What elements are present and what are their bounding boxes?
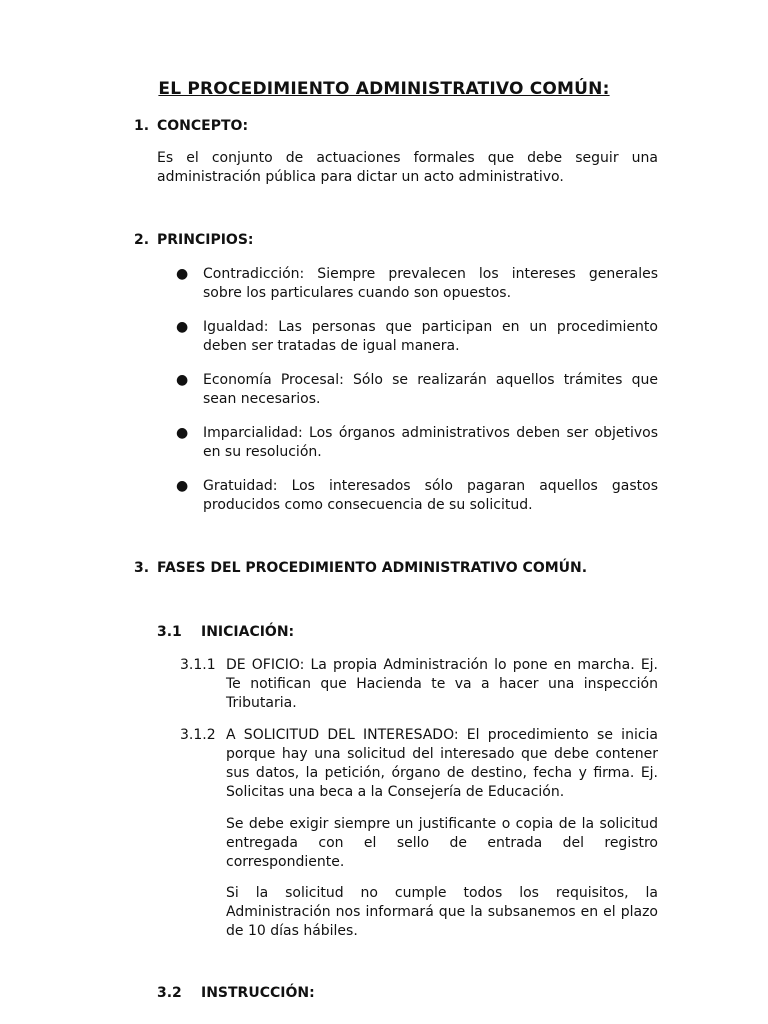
bullet-text: Contradicción: Siempre prevalecen los intereses generales sobre los particulares cuando son opuestos. [203,266,658,301]
list-item [176,265,658,305]
bullet-text: Economía Procesal: Sólo se realizarán aquellos trámites que sean necesarios. [203,372,658,407]
subsection-title: INICIACIÓN: [201,624,295,640]
subsection-number: 3.2 [157,985,182,1001]
section-number: 3. [134,560,150,576]
subsection-number: 3.1 [157,624,182,640]
list-item [176,477,658,517]
list-item [180,656,658,716]
section-heading-concepto [134,118,434,138]
document-title: EL PROCEDIMIENTO ADMINISTRATIVO COMÚN: [158,79,610,99]
bullet-text: Imparcialidad: Los órganos administrativos deben ser objetivos en su resolución. [203,425,658,460]
section-title: CONCEPTO: [157,118,249,134]
bullet-icon: ● [176,478,189,494]
bullet-icon: ● [176,372,189,388]
subsanacion-paragraph: Si la solicitud no cumple todos los requisitos, la Administración nos informará que la subsanemos en el plazo de 10 días hábiles. [226,885,658,939]
item-number: 3.1.2 [180,727,216,743]
justificante-paragraph: Se debe exigir siempre un justificante o copia de la solicitud entregada con el sello de entrada del registro correspondiente. [226,816,658,870]
list-item [176,318,658,358]
bullet-icon: ● [176,319,189,335]
section-title: PRINCIPIOS: [157,232,254,248]
concepto-paragraph: Es el conjunto de actuaciones formales que debe seguir una administración pública para dictar un acto administrativo. [157,150,658,185]
section-heading-fases [134,560,654,580]
bullet-icon: ● [176,266,189,282]
section-number: 2. [134,232,150,248]
bullet-text: Igualdad: Las personas que participan en un procedimiento deben ser tratadas de igual manera. [203,319,658,354]
subsection-heading-instruccion [157,985,457,1005]
item-text: A SOLICITUD DEL INTERESADO: El procedimiento se inicia porque hay una solicitud del interesado que debe contener sus datos, la petición, órgano de destino, fecha y firma. Ej. Solicitas una beca a la Consejería de Educación. [226,727,658,800]
section-heading-principios [134,232,434,252]
list-item [176,371,658,411]
section-title: FASES DEL PROCEDIMIENTO ADMINISTRATIVO COMÚN. [157,560,588,576]
subsection-title: INSTRUCCIÓN: [201,985,315,1001]
section-number: 1. [134,118,150,134]
item-text: DE OFICIO: La propia Administración lo pone en marcha. Ej. Te notifican que Hacienda te va a hacer una inspección Tributaria. [226,657,658,711]
bullet-icon: ● [176,425,189,441]
subsection-heading-iniciacion [157,624,457,644]
bullet-text: Gratuidad: Los interesados sólo pagaran aquellos gastos producidos como consecuencia de su solicitud. [203,478,658,513]
list-item [176,424,658,464]
item-number: 3.1.1 [180,657,216,673]
list-item [180,726,658,806]
